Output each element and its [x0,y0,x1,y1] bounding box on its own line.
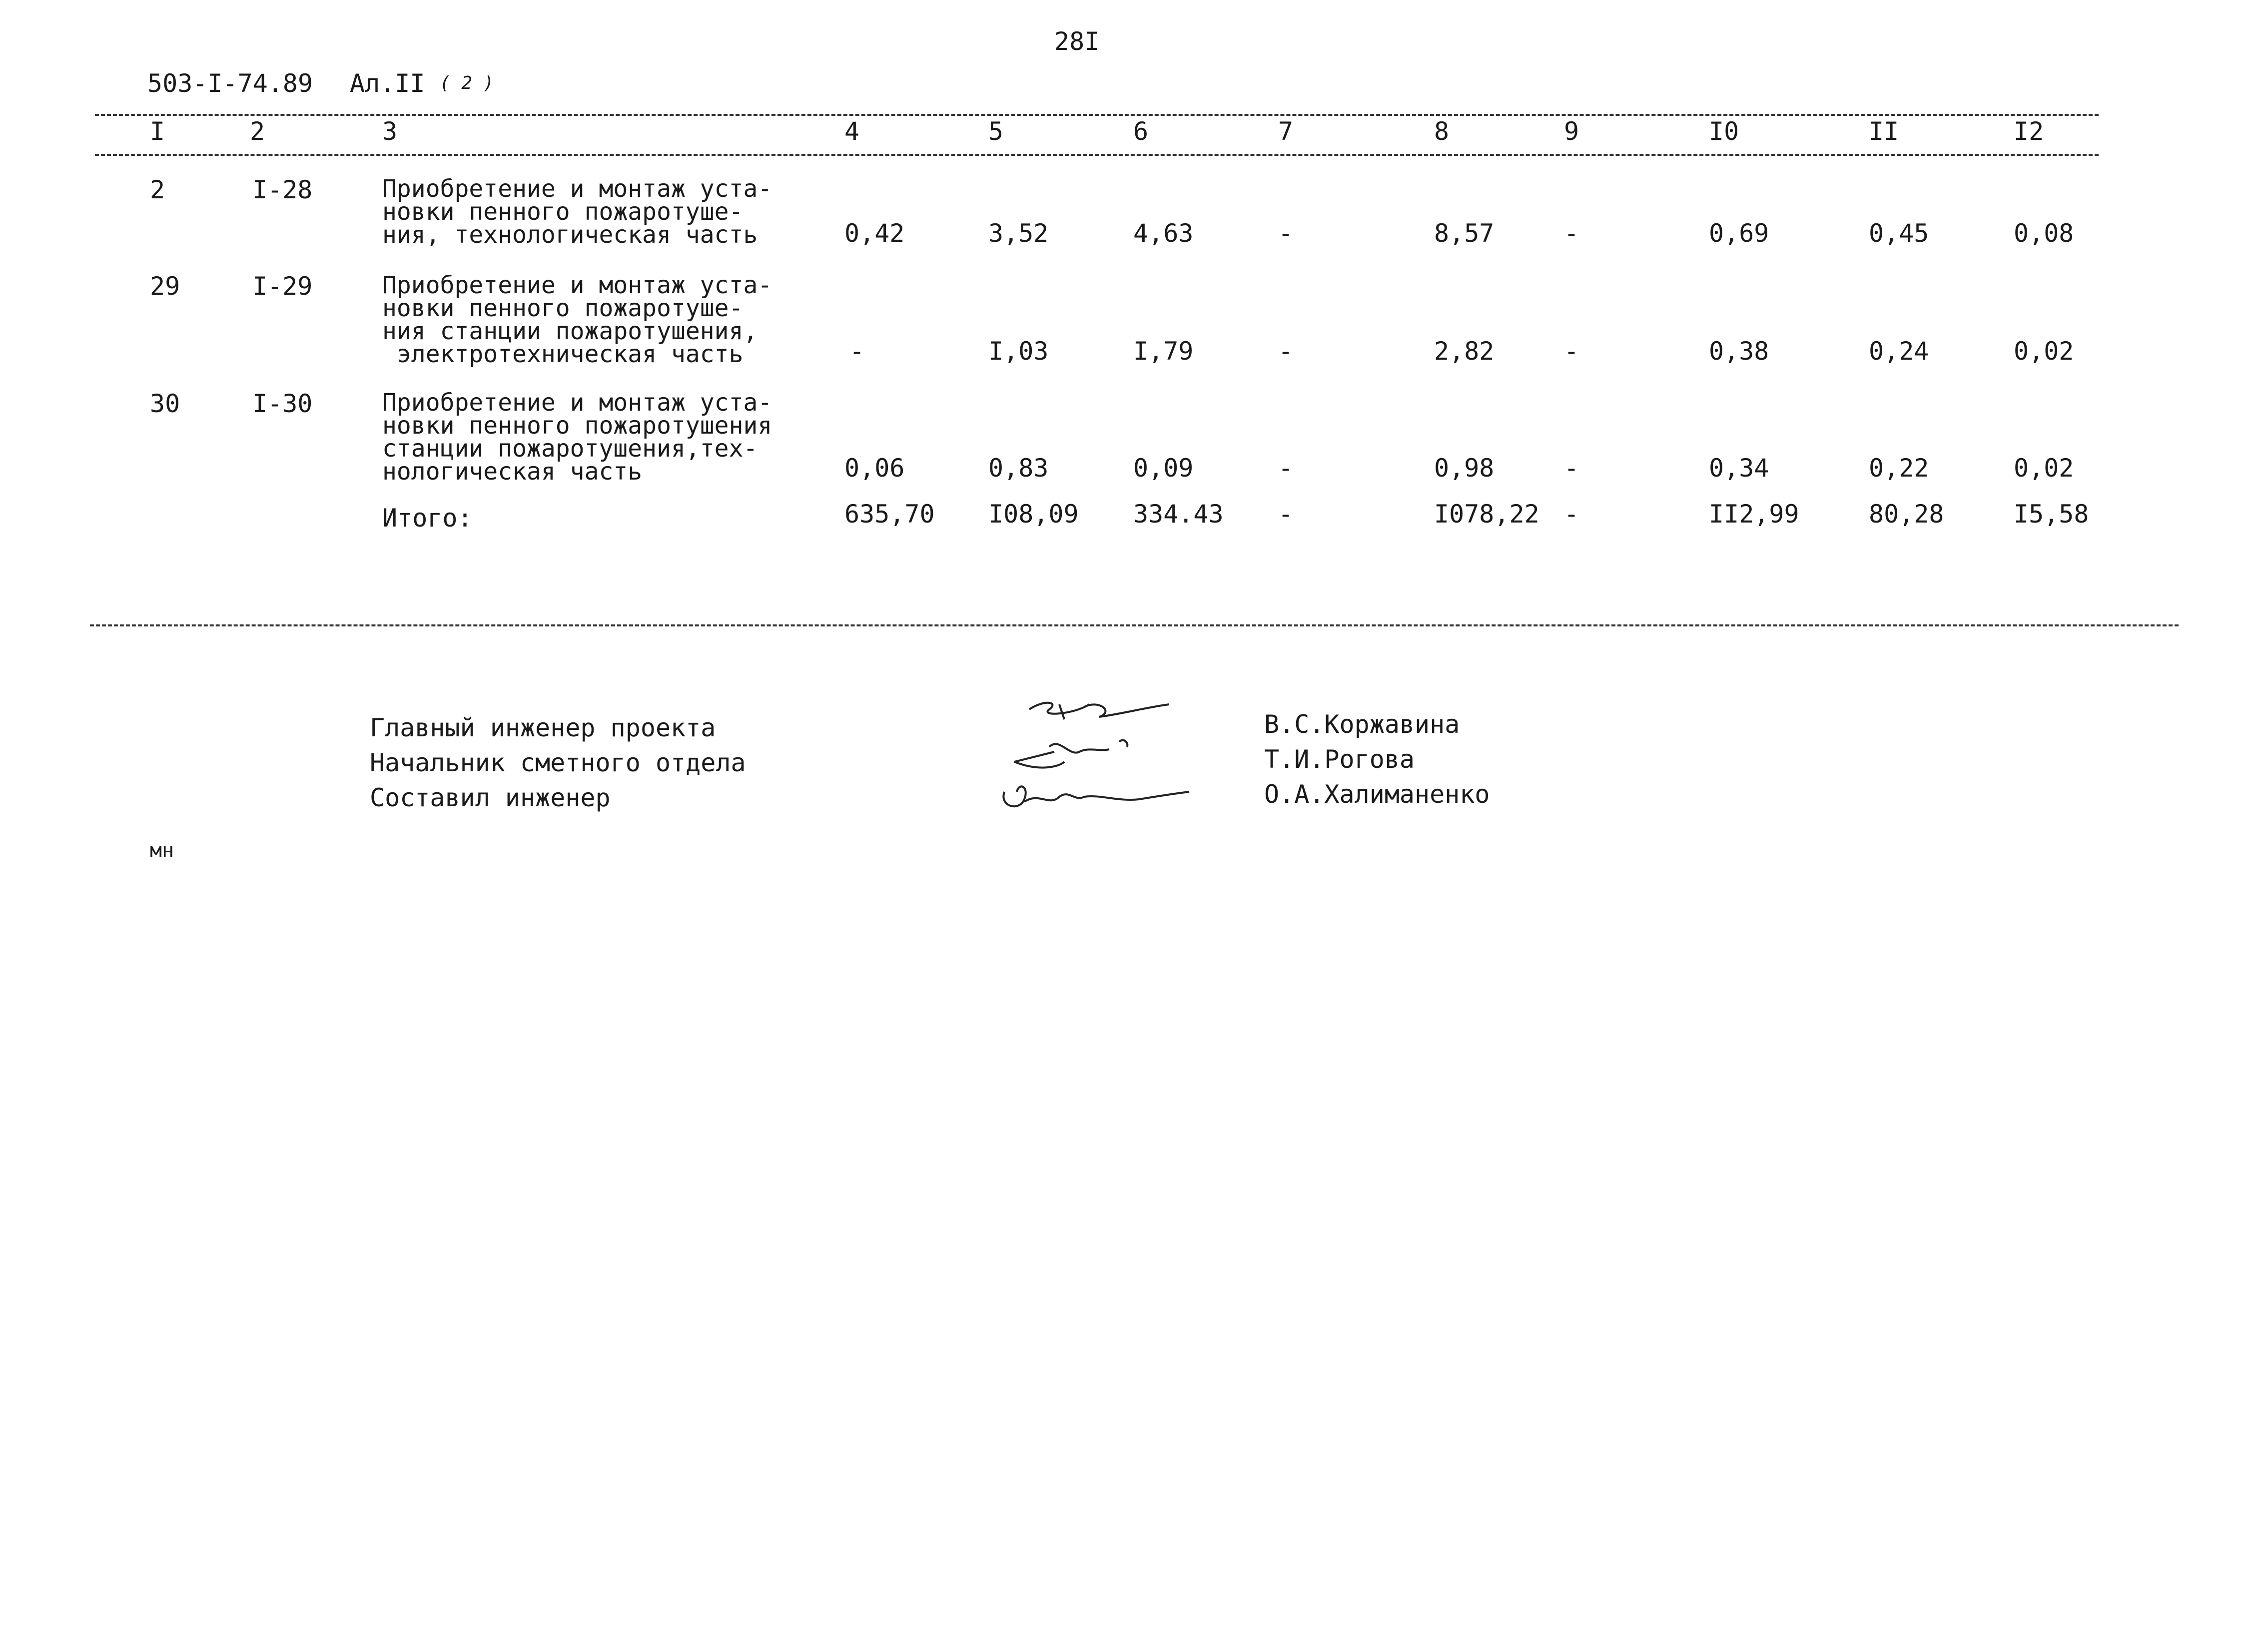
cell-value: 0,98 [1434,454,1495,483]
row-code: I-29 [252,272,313,301]
cell-value: - [1278,337,1294,366]
row-description-line: электротехническая часть [382,340,744,368]
row-number: 2 [150,175,165,204]
cell-value: I,03 [988,337,1049,366]
column-header: II [1869,117,1899,146]
total-value: I5,58 [2014,500,2089,529]
cell-value: 3,52 [988,219,1049,248]
cell-value: 4,63 [1133,219,1194,248]
cell-value: 0,06 [844,454,905,483]
cell-value: 0,42 [844,219,905,248]
total-value: II2,99 [1709,500,1799,529]
column-header: I [150,117,165,146]
row-number: 29 [150,272,180,301]
cell-value: 0,09 [1133,454,1194,483]
cell-value: 0,22 [1869,454,1929,483]
row-code: I-28 [252,175,313,204]
signature-name: В.С.Коржавина [1264,710,1460,739]
cell-value: 0,45 [1869,219,1929,248]
cell-value: - [1564,454,1579,483]
column-header: 4 [844,117,860,146]
document-code: 503-I-74.89 [147,69,313,98]
handwritten-signature [999,732,1189,772]
table-header-rule [95,154,2099,156]
cell-value: 0,02 [2014,337,2074,366]
column-header: I2 [2014,117,2044,146]
total-value: - [1564,500,1579,529]
signature-role: Начальник сметного отдела [370,748,746,777]
page-number: 28I [1054,27,1100,56]
column-header: 5 [988,117,1004,146]
row-description-line: ния, технологическая часть [382,221,758,249]
total-value: 80,28 [1869,500,1944,529]
column-header: I0 [1709,117,1739,146]
row-description-line: новки пенного пожаротуше- [382,294,744,322]
row-description-line: нологическая часть [382,458,643,486]
signature-role: Составил инженер [370,783,611,812]
table-bottom-rule [90,624,2179,626]
column-header: 7 [1278,117,1294,146]
cell-value: - [1564,219,1579,248]
cell-value: - [1564,337,1579,366]
album-label: Ал.II [350,69,425,98]
signature-role: Главный инженер проекта [370,713,716,742]
handwritten-signature [989,772,1199,817]
total-label: Итого: [382,504,473,533]
cell-value: I,79 [1133,337,1194,366]
total-value: I078,22 [1434,500,1539,529]
row-description-line: новки пенного пожаротуше- [382,198,744,226]
total-value: - [1278,500,1294,529]
row-description-line: ния станции пожаротушения, [382,317,758,345]
total-value: 635,70 [844,500,935,529]
row-description-line: новки пенного пожаротушения [382,412,772,440]
column-header: 8 [1434,117,1450,146]
cell-value: 0,34 [1709,454,1769,483]
signature-name: Т.И.Рогова [1264,745,1415,774]
album-note: ( 2 ) [440,73,494,93]
cell-value: 2,82 [1434,337,1495,366]
cell-value: 0,02 [2014,454,2074,483]
row-code: I-30 [252,389,313,418]
cell-value: 0,38 [1709,337,1769,366]
total-value: I08,09 [988,500,1079,529]
row-description-line: Приобретение и монтаж уста- [382,389,772,417]
cell-value: 0,08 [2014,219,2074,248]
cell-value: - [1278,454,1294,483]
cell-value: 0,83 [988,454,1049,483]
cell-value: - [849,337,865,366]
column-header: 9 [1564,117,1579,146]
signature-name: О.А.Халиманенко [1264,780,1490,809]
row-description-line: Приобретение и монтаж уста- [382,271,772,299]
column-header: 3 [382,117,398,146]
table-top-rule [95,114,2099,116]
footer-mark: мн [150,839,174,862]
total-value: 334.43 [1133,500,1224,529]
row-description-line: станции пожаротушения,тех- [382,435,758,463]
cell-value: 0,69 [1709,219,1769,248]
column-header: 6 [1133,117,1149,146]
cell-value: - [1278,219,1294,248]
row-number: 30 [150,389,180,418]
cell-value: 0,24 [1869,337,1929,366]
column-header: 2 [250,117,265,146]
cell-value: 8,57 [1434,219,1495,248]
row-description-line: Приобретение и монтаж уста- [382,175,772,203]
